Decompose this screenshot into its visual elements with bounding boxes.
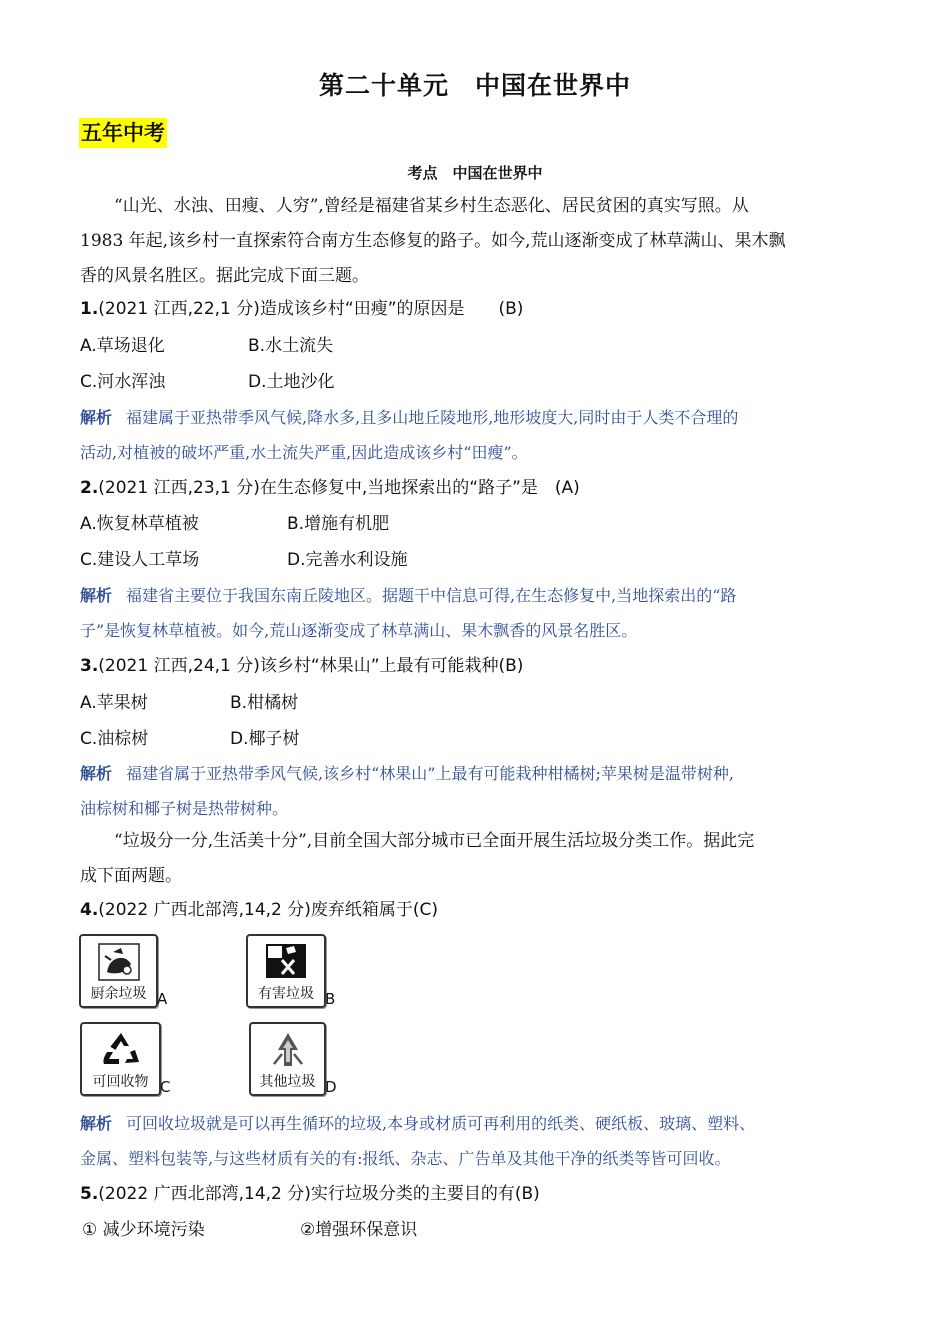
analysis-label: 解析: [80, 586, 113, 605]
question-3-text: (2021 江西,24,1 分)该乡村“林果山”上最有可能栽种(B): [98, 656, 524, 676]
question-2: [80, 476, 580, 500]
q2-option-d: D.完善水利设施: [287, 550, 408, 570]
passage2-line2: 成下面两题。: [80, 866, 182, 886]
analysis-label: 解析: [80, 1114, 113, 1133]
q5-item-1: ① 减少环境污染: [82, 1220, 205, 1240]
recyclable-icon-box: [80, 1022, 161, 1096]
other-waste-caption: 其他垃圾: [259, 1074, 316, 1090]
question-1: [80, 297, 523, 321]
q4-letter-d: D: [325, 1078, 337, 1096]
q5-item-2: ②增强环保意识: [300, 1220, 418, 1240]
section-heading: 五年中考: [79, 118, 167, 148]
q3-option-a: A.苹果树: [80, 693, 148, 713]
passage1-line2: 1983 年起,该乡村一直探索符合南方生态修复的路子。如今,荒山逐渐变成了林草满山、果木飘: [80, 231, 786, 251]
question-1-text: (2021 江西,22,1 分)造成该乡村“田瘦”的原因是 (B): [98, 299, 524, 319]
q2-option-c: C.建设人工草场: [80, 550, 200, 570]
hazardous-waste-icon-box: [246, 934, 326, 1008]
q1-analysis-line1: [80, 406, 738, 430]
question-2-text: (2021 江西,23,1 分)在生态修复中,当地探索出的“路子”是 (A): [98, 478, 580, 498]
question-5-number: 5.: [80, 1184, 99, 1204]
q3-analysis-line2: 油棕树和椰子树是热带树种。: [80, 799, 289, 818]
other-waste-icon: [268, 1030, 308, 1070]
q3-analysis-line1: [80, 762, 734, 786]
q1-option-b: B.水土流失: [248, 336, 334, 356]
q2-analysis-text1: 福建省主要位于我国东南丘陵地区。据题干中信息可得,在生态修复中,当地探索出的“路: [126, 586, 737, 605]
passage2-line1: “垃圾分一分,生活美十分”,目前全国大部分城市已全面开展生活垃圾分类工作。据此完: [114, 831, 755, 851]
q4-letter-a: A: [157, 990, 168, 1008]
question-5-text: (2022 广西北部湾,14,2 分)实行垃圾分类的主要目的有(B): [98, 1184, 540, 1204]
q1-option-a: A.草场退化: [80, 336, 165, 356]
q4-analysis-line1: [80, 1112, 755, 1136]
hazardous-waste-icon: [264, 942, 308, 980]
hazardous-waste-caption: 有害垃圾: [258, 986, 314, 1002]
question-1-number: 1.: [80, 299, 99, 319]
q3-option-d: D.椰子树: [230, 729, 300, 749]
q4-letter-c: C: [160, 1078, 171, 1096]
q2-analysis-line1: [80, 584, 736, 608]
question-3: [80, 654, 523, 678]
question-3-number: 3.: [80, 656, 99, 676]
passage1-line1: “山光、水浊、田瘦、人穷”,曾经是福建省某乡村生态恶化、居民贫困的真实写照。从: [114, 196, 749, 216]
analysis-label: 解析: [80, 408, 113, 427]
other-waste-icon-box: [249, 1022, 326, 1096]
kitchen-waste-icon: [97, 942, 141, 982]
question-4-text: (2022 广西北部湾,14,2 分)废弃纸箱属于(C): [98, 900, 439, 920]
q2-analysis-line2: 子”是恢复林草植被。如今,荒山逐渐变成了林草满山、果木飘香的风景名胜区。: [80, 621, 638, 640]
q4-analysis-line2: 金属、塑料包装等,与这些材质有关的有:报纸、杂志、广告单及其他干净的纸类等皆可回收。: [80, 1149, 731, 1168]
q3-option-b: B.柑橘树: [230, 693, 299, 713]
q3-analysis-text1: 福建省属于亚热带季风气候,该乡村“林果山”上最有可能栽种柑橘树;苹果树是温带树种,: [126, 764, 734, 783]
q1-analysis-line2: 活动,对植被的破坏严重,水土流失严重,因此造成该乡村“田瘦”。: [80, 443, 528, 462]
q1-option-c: C.河水浑浊: [80, 372, 166, 392]
page-title: 第二十单元 中国在世界中: [318, 71, 631, 100]
analysis-label: 解析: [80, 764, 113, 783]
topic-heading: 考点 中国在世界中: [407, 164, 543, 182]
q4-letter-b: B: [325, 990, 336, 1008]
q2-option-b: B.增施有机肥: [287, 514, 390, 534]
question-2-number: 2.: [80, 478, 99, 498]
q1-option-d: D.土地沙化: [248, 372, 335, 392]
q3-option-c: C.油棕树: [80, 729, 149, 749]
kitchen-waste-icon-box: [79, 934, 158, 1008]
question-4-number: 4.: [80, 900, 99, 920]
question-4: [80, 898, 438, 922]
passage1-line3: 香的风景名胜区。据此完成下面三题。: [80, 266, 369, 286]
q1-analysis-text1: 福建属于亚热带季风气候,降水多,且多山地丘陵地形,地形坡度大,同时由于人类不合理的: [126, 408, 739, 427]
recyclable-caption: 可回收物: [92, 1074, 149, 1090]
q2-option-a: A.恢复林草植被: [80, 514, 199, 534]
question-5: [80, 1182, 540, 1206]
q4-analysis-text1: 可回收垃圾就是可以再生循环的垃圾,本身或材质可再利用的纸类、硬纸板、玻璃、塑料、: [126, 1114, 756, 1133]
recycle-icon: [99, 1030, 143, 1070]
kitchen-waste-caption: 厨余垃圾: [90, 986, 147, 1002]
